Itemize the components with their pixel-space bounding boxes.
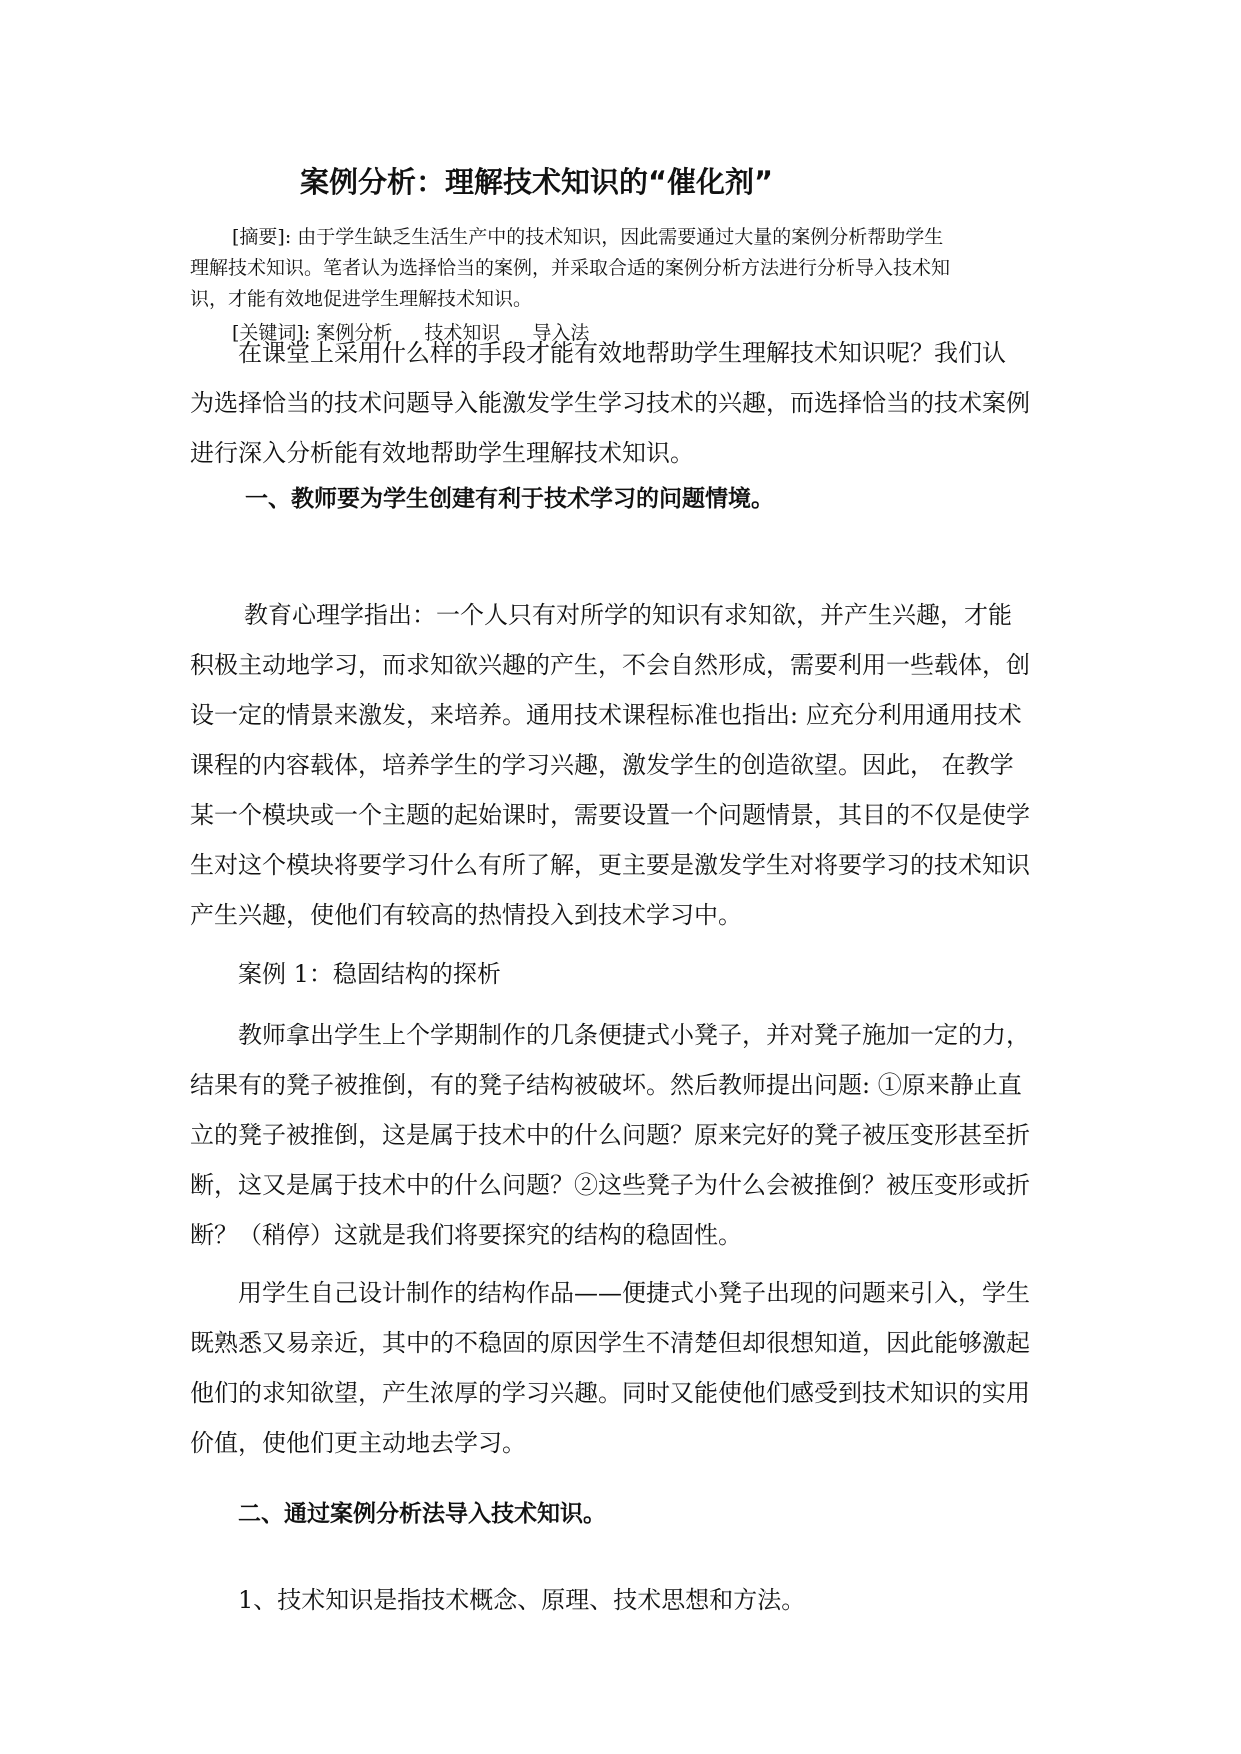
paragraph-line: 断，这又是属于技术中的什么问题？②这些凳子为什么会被推倒？被压变形或折 bbox=[190, 1171, 1030, 1199]
abstract-line: 识，才能有效地促进学生理解技术知识。 bbox=[190, 288, 533, 310]
paragraph-line: 设一定的情景来激发，来培养。通用技术课程标准也指出: 应充分利用通用技术 bbox=[190, 701, 1022, 729]
paragraph-line: 教师拿出学生上个学期制作的几条便捷式小凳子，并对凳子施加一定的力， bbox=[238, 1021, 1030, 1049]
paragraph-line: 产生兴趣，使他们有较高的热情投入到技术学习中。 bbox=[190, 901, 742, 929]
paragraph-line: 课程的内容载体，培养学生的学习兴趣，激发学生的创造欲望。因此， 在教学 bbox=[190, 751, 1014, 779]
section1-paragraph bbox=[190, 590, 1060, 940]
case1-analysis-paragraph bbox=[190, 1268, 1060, 1468]
paragraph-line: 既熟悉又易亲近，其中的不稳固的原因学生不清楚但却很想知道，因此能够激起 bbox=[190, 1329, 1030, 1357]
keyword: 技术知识 bbox=[424, 322, 501, 344]
paragraph-line: 为选择恰当的技术问题导入能激发学生学习技术的兴趣，而选择恰当的技术案例 bbox=[190, 389, 1030, 417]
abstract-line: [摘要]: 由于学生缺乏生活生产中的技术知识，因此需要通过大量的案例分析帮助学生 bbox=[232, 226, 944, 248]
paragraph-line: 断？（稍停）这就是我们将要探究的结构的稳固性。 bbox=[190, 1221, 742, 1249]
keywords-label: [关键词]: bbox=[232, 322, 311, 344]
section-heading-2: 二、通过案例分析法导入技术知识。 bbox=[238, 1501, 606, 1527]
abstract-line: 理解技术知识。笔者认为选择恰当的案例，并采取合适的案例分析方法进行分析导入技术知 bbox=[190, 257, 951, 279]
keyword: 导入法 bbox=[532, 322, 590, 344]
paragraph-line: 结果有的凳子被推倒，有的凳子结构被破坏。然后教师提出问题: ①原来静止直 bbox=[190, 1071, 1022, 1099]
page-title: 案例分析：理解技术知识的“催化剂” bbox=[300, 165, 774, 199]
intro-paragraph bbox=[190, 328, 1060, 478]
list-item: 1、技术知识是指技术概念、原理、技术思想和方法。 bbox=[238, 1586, 806, 1614]
paragraph-line: 他们的求知欲望，产生浓厚的学习兴趣。同时又能使他们感受到技术知识的实用 bbox=[190, 1379, 1030, 1407]
keyword: 案例分析 bbox=[316, 322, 393, 344]
abstract bbox=[190, 222, 1060, 315]
case1-paragraph bbox=[190, 1010, 1060, 1260]
paragraph-line: 生对这个模块将要学习什么有所了解，更主要是激发学生对将要学习的技术知识 bbox=[190, 851, 1030, 879]
paragraph-line: 用学生自己设计制作的结构作品——便捷式小凳子出现的问题来引入，学生 bbox=[238, 1279, 1030, 1307]
paragraph-line: 在课堂上采用什么样的手段才能有效地帮助学生理解技术知识呢？我们认 bbox=[238, 339, 1006, 367]
section-heading-1: 一、教师要为学生创建有利于技术学习的问题情境。 bbox=[245, 486, 774, 512]
paragraph-line: 价值，使他们更主动地去学习。 bbox=[190, 1429, 526, 1457]
paragraph-line: 某一个模块或一个主题的起始课时，需要设置一个问题情景，其目的不仅是使学 bbox=[190, 801, 1030, 829]
paragraph-line: 教育心理学指出：一个人只有对所学的知识有求知欲，并产生兴趣，才能 bbox=[244, 601, 1012, 629]
paragraph-line: 立的凳子被推倒，这是属于技术中的什么问题？原来完好的凳子被压变形甚至折 bbox=[190, 1121, 1030, 1149]
paragraph-line: 积极主动地学习，而求知欲兴趣的产生，不会自然形成，需要利用一些载体，创 bbox=[190, 651, 1030, 679]
case-title: 案例 1：稳固结构的探析 bbox=[238, 960, 501, 988]
paragraph-line: 进行深入分析能有效地帮助学生理解技术知识。 bbox=[190, 439, 694, 467]
